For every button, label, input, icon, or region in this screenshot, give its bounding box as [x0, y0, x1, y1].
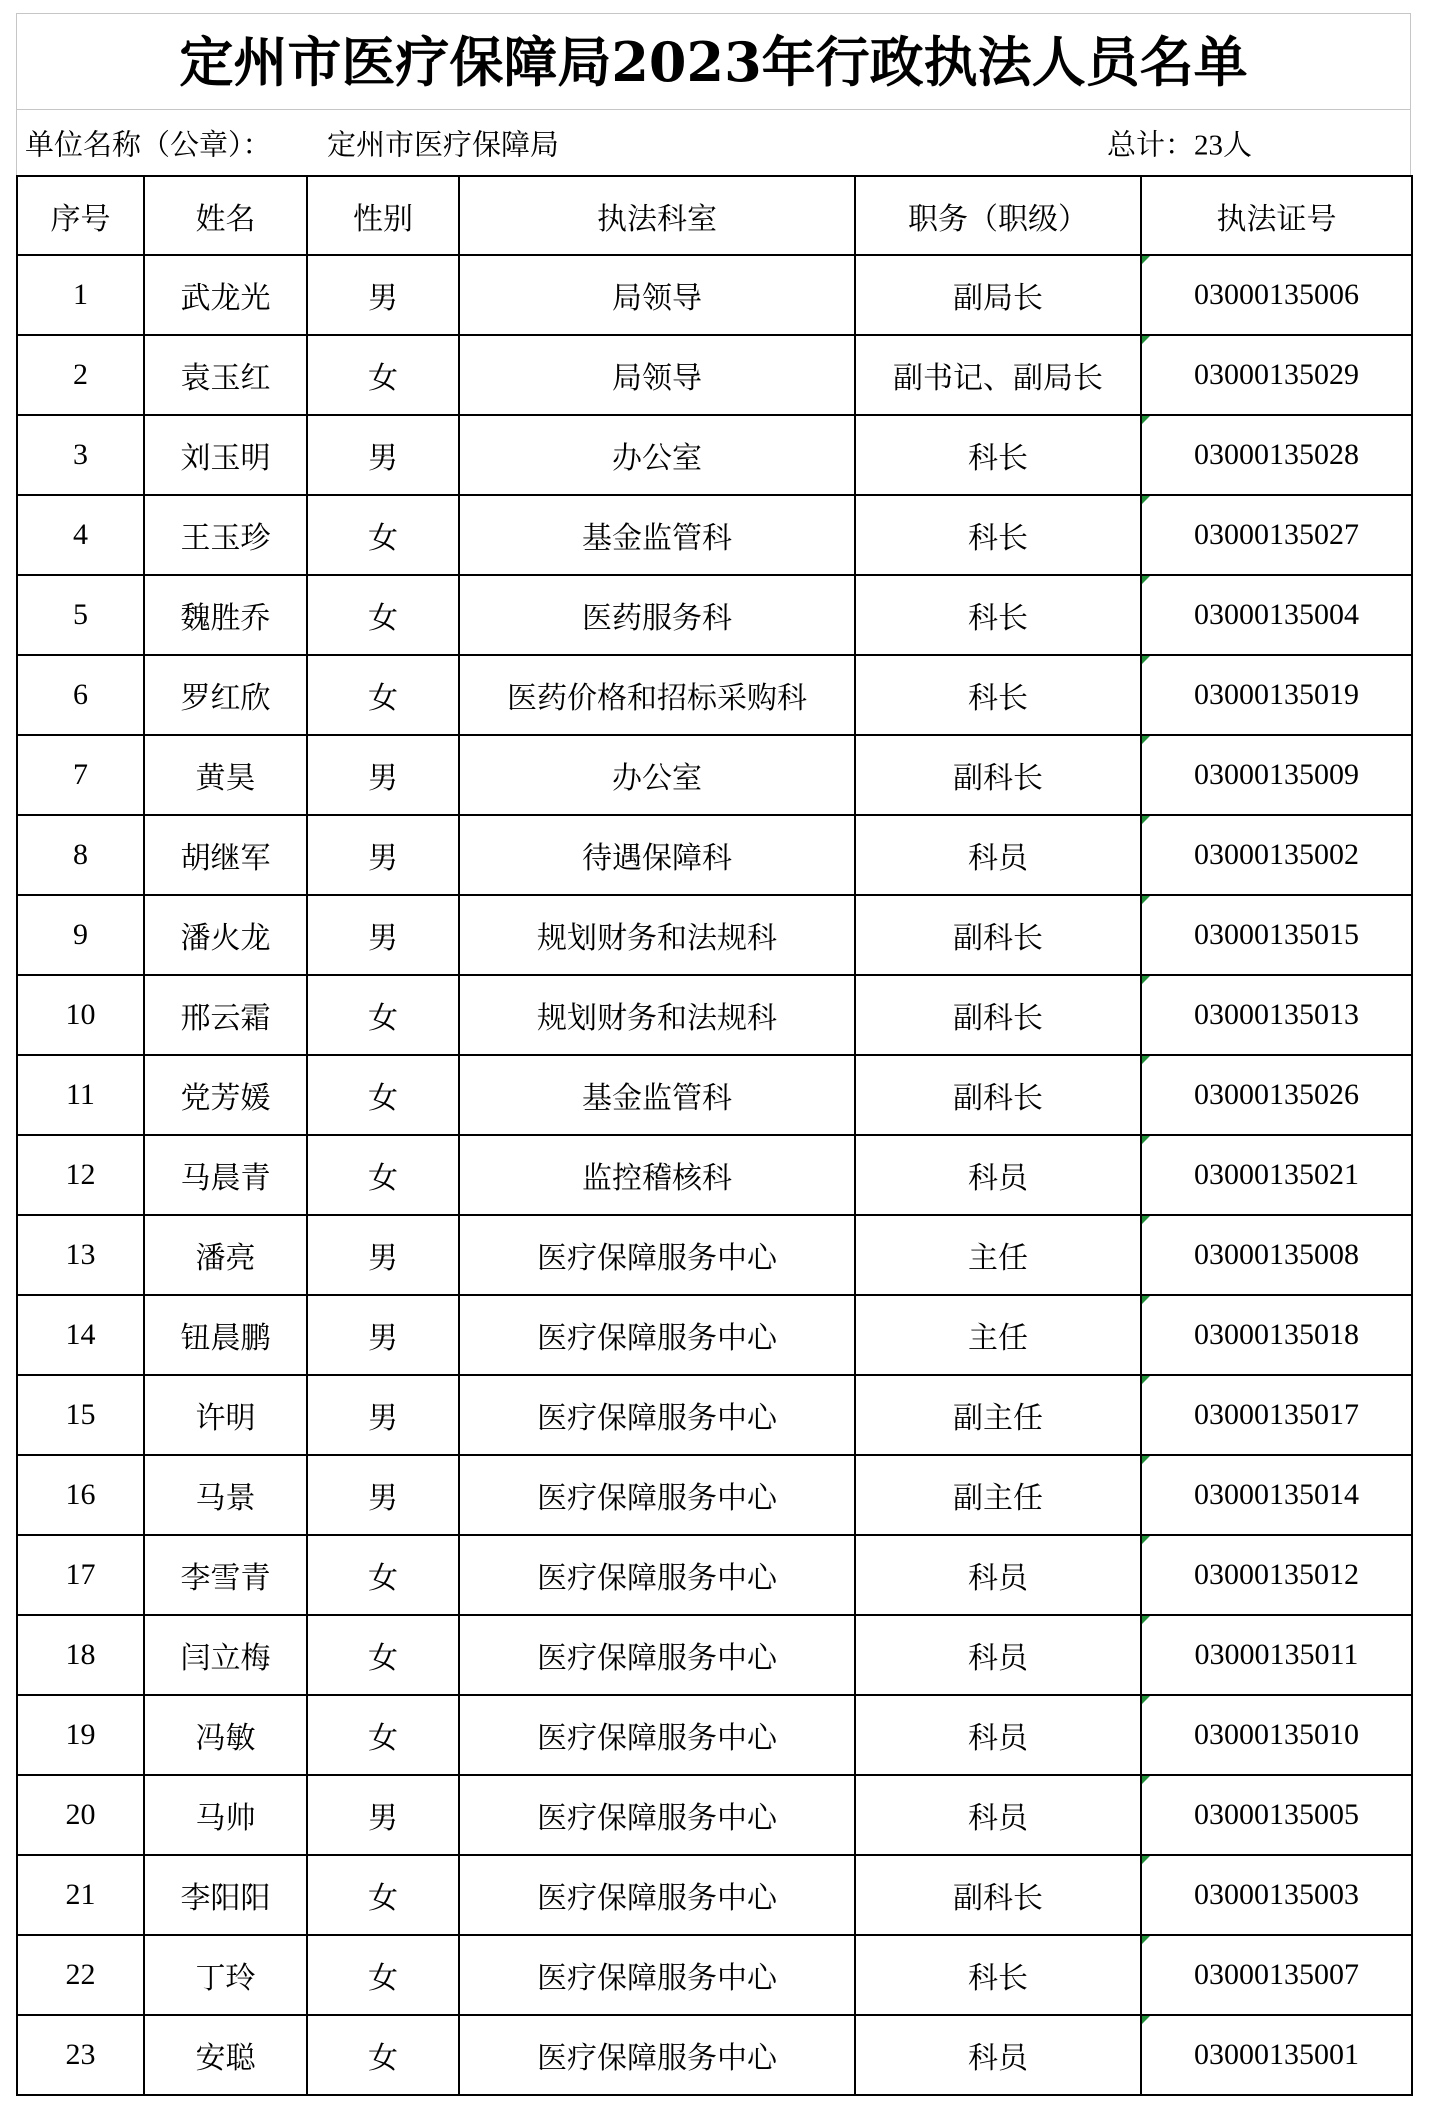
- header-dept: 执法科室: [459, 176, 855, 255]
- cell-no: 7: [17, 735, 144, 815]
- cell-cert: [1141, 1615, 1412, 1695]
- cell-no: 21: [17, 1855, 144, 1935]
- cell-name: 武龙光: [144, 255, 307, 335]
- cell-gender: 女: [307, 975, 459, 1055]
- cell-dept: 医疗保障服务中心: [459, 1375, 855, 1455]
- cell-position: 副书记、副局长: [855, 335, 1141, 415]
- cell-dept: 医疗保障服务中心: [459, 2015, 855, 2095]
- cell-dept: 基金监管科: [459, 1055, 855, 1135]
- table-row: [17, 255, 1412, 335]
- cell-cert-no: 03000135008: [1194, 1238, 1359, 1271]
- table-row: [17, 1695, 1412, 1775]
- cell-name: 闫立梅: [144, 1615, 307, 1695]
- cell-gender: 男: [307, 1775, 459, 1855]
- unit-name: 定州市医疗保障局: [327, 129, 560, 161]
- table-row: [17, 1775, 1412, 1855]
- cell-cert-no: 03000135015: [1194, 918, 1359, 951]
- cell-name: 李雪青: [144, 1535, 307, 1615]
- cell-cert-no: 03000135011: [1194, 1638, 1359, 1671]
- cell-dept: 医疗保障服务中心: [459, 1935, 855, 2015]
- cell-gender: 女: [307, 2015, 459, 2095]
- text-number-indicator: [1142, 656, 1150, 664]
- table-row: [17, 895, 1412, 975]
- roster-sheet: [16, 13, 1411, 2096]
- cell-position: 副科长: [855, 1855, 1141, 1935]
- table-row: [17, 335, 1412, 415]
- cell-cert: [1141, 655, 1412, 735]
- cell-gender: 男: [307, 1215, 459, 1295]
- cell-cert: [1141, 815, 1412, 895]
- cell-cert-no: 03000135002: [1194, 838, 1359, 871]
- cell-position: 副科长: [855, 735, 1141, 815]
- cell-cert-no: 03000135001: [1194, 2038, 1359, 2071]
- cell-cert: [1141, 1215, 1412, 1295]
- cell-cert-no: 03000135007: [1194, 1958, 1359, 1991]
- cell-position: 科长: [855, 1935, 1141, 2015]
- text-number-indicator: [1142, 896, 1150, 904]
- text-number-indicator: [1142, 256, 1150, 264]
- table-row: [17, 575, 1412, 655]
- cell-name: 党芳媛: [144, 1055, 307, 1135]
- cell-gender: 男: [307, 815, 459, 895]
- cell-name: 冯敏: [144, 1695, 307, 1775]
- cell-position: 科员: [855, 2015, 1141, 2095]
- table-row: [17, 1535, 1412, 1615]
- cell-name: 许明: [144, 1375, 307, 1455]
- cell-no: 9: [17, 895, 144, 975]
- table-row: [17, 975, 1412, 1055]
- cell-gender: 女: [307, 495, 459, 575]
- cell-dept: 监控稽核科: [459, 1135, 855, 1215]
- cell-gender: 女: [307, 1055, 459, 1135]
- table-row: [17, 1135, 1412, 1215]
- cell-cert-no: 03000135013: [1194, 998, 1359, 1031]
- cell-position: 科长: [855, 575, 1141, 655]
- cell-gender: 女: [307, 1855, 459, 1935]
- cell-gender: 女: [307, 655, 459, 735]
- cell-cert-no: 03000135009: [1194, 758, 1359, 791]
- cell-cert: [1141, 335, 1412, 415]
- table-row: [17, 1375, 1412, 1455]
- cell-dept: 医疗保障服务中心: [459, 1455, 855, 1535]
- table-row: [17, 1455, 1412, 1535]
- cell-name: 潘亮: [144, 1215, 307, 1295]
- cell-name: 刘玉明: [144, 415, 307, 495]
- table-row: [17, 495, 1412, 575]
- cell-no: 11: [17, 1055, 144, 1135]
- cell-gender: 女: [307, 335, 459, 415]
- cell-cert: [1141, 895, 1412, 975]
- cell-dept: 办公室: [459, 415, 855, 495]
- text-number-indicator: [1142, 1936, 1150, 1944]
- table-row: [17, 815, 1412, 895]
- header-no: 序号: [17, 176, 144, 255]
- cell-cert: [1141, 1855, 1412, 1935]
- text-number-indicator: [1142, 1616, 1150, 1624]
- cell-dept: 医疗保障服务中心: [459, 1615, 855, 1695]
- table-row: [17, 1855, 1412, 1935]
- text-number-indicator: [1142, 1696, 1150, 1704]
- cell-gender: 男: [307, 1375, 459, 1455]
- cell-cert: [1141, 1695, 1412, 1775]
- text-number-indicator: [1142, 1856, 1150, 1864]
- cell-cert: [1141, 735, 1412, 815]
- unit-label: 单位名称（公章）：: [25, 129, 272, 161]
- cell-dept: 办公室: [459, 735, 855, 815]
- table-row: [17, 1055, 1412, 1135]
- text-number-indicator: [1142, 1296, 1150, 1304]
- text-number-indicator: [1142, 1776, 1150, 1784]
- cell-cert-no: 03000135026: [1194, 1078, 1359, 1111]
- cell-position: 科员: [855, 1615, 1141, 1695]
- cell-position: 副科长: [855, 975, 1141, 1055]
- cell-cert: [1141, 415, 1412, 495]
- cell-name: 罗红欣: [144, 655, 307, 735]
- cell-dept: 局领导: [459, 335, 855, 415]
- cell-cert: [1141, 1935, 1412, 2015]
- text-number-indicator: [1142, 1056, 1150, 1064]
- cell-dept: 规划财务和法规科: [459, 895, 855, 975]
- text-number-indicator: [1142, 576, 1150, 584]
- cell-no: 14: [17, 1295, 144, 1375]
- cell-position: 副科长: [855, 895, 1141, 975]
- text-number-indicator: [1142, 1376, 1150, 1384]
- title-row: [16, 13, 1411, 110]
- cell-cert-no: 03000135014: [1194, 1478, 1359, 1511]
- cell-position: 科员: [855, 1135, 1141, 1215]
- cell-cert-no: 03000135027: [1194, 518, 1359, 551]
- cell-position: 主任: [855, 1295, 1141, 1375]
- cell-cert: [1141, 2015, 1412, 2095]
- cell-dept: 待遇保障科: [459, 815, 855, 895]
- cell-no: 17: [17, 1535, 144, 1615]
- cell-no: 15: [17, 1375, 144, 1455]
- cell-no: 22: [17, 1935, 144, 2015]
- cell-cert-no: 03000135018: [1194, 1318, 1359, 1351]
- table-row: [17, 2015, 1412, 2095]
- cell-dept: 医药服务科: [459, 575, 855, 655]
- cell-gender: 男: [307, 735, 459, 815]
- cell-dept: 规划财务和法规科: [459, 975, 855, 1055]
- text-number-indicator: [1142, 1136, 1150, 1144]
- cell-cert-no: 03000135010: [1194, 1718, 1359, 1751]
- header-position: 职务（职级）: [855, 176, 1141, 255]
- cell-cert: [1141, 975, 1412, 1055]
- cell-gender: 女: [307, 1535, 459, 1615]
- cell-position: 科长: [855, 415, 1141, 495]
- cell-name: 王玉珍: [144, 495, 307, 575]
- cell-no: 4: [17, 495, 144, 575]
- cell-gender: 男: [307, 255, 459, 335]
- cell-position: 副主任: [855, 1455, 1141, 1535]
- cell-name: 安聪: [144, 2015, 307, 2095]
- cell-dept: 医疗保障服务中心: [459, 1775, 855, 1855]
- cell-position: 科员: [855, 815, 1141, 895]
- cell-dept: 医疗保障服务中心: [459, 1695, 855, 1775]
- cell-cert: [1141, 1455, 1412, 1535]
- cell-cert: [1141, 1375, 1412, 1455]
- cell-dept: 医药价格和招标采购科: [459, 655, 855, 735]
- cell-cert-no: 03000135029: [1194, 358, 1359, 391]
- table-row: [17, 1615, 1412, 1695]
- cell-no: 6: [17, 655, 144, 735]
- cell-gender: 男: [307, 415, 459, 495]
- cell-position: 科员: [855, 1695, 1141, 1775]
- text-number-indicator: [1142, 496, 1150, 504]
- cell-gender: 女: [307, 1695, 459, 1775]
- cell-name: 魏胜乔: [144, 575, 307, 655]
- cell-dept: 基金监管科: [459, 495, 855, 575]
- cell-dept: 医疗保障服务中心: [459, 1855, 855, 1935]
- cell-name: 胡继军: [144, 815, 307, 895]
- header-gender: 性别: [307, 176, 459, 255]
- header-cert-no: 执法证号: [1141, 176, 1412, 255]
- cell-no: 23: [17, 2015, 144, 2095]
- header-row: [17, 176, 1412, 255]
- cell-name: 邢云霜: [144, 975, 307, 1055]
- info-row: [16, 110, 1411, 175]
- cell-gender: 男: [307, 1455, 459, 1535]
- cell-dept: 医疗保障服务中心: [459, 1295, 855, 1375]
- cell-gender: 女: [307, 1935, 459, 2015]
- text-number-indicator: [1142, 1216, 1150, 1224]
- cell-no: 16: [17, 1455, 144, 1535]
- cell-cert-no: 03000135019: [1194, 678, 1359, 711]
- cell-no: 19: [17, 1695, 144, 1775]
- cell-name: 马帅: [144, 1775, 307, 1855]
- cell-cert-no: 03000135017: [1194, 1398, 1359, 1431]
- text-number-indicator: [1142, 416, 1150, 424]
- text-number-indicator: [1142, 736, 1150, 744]
- total-count: 总计：23人: [1107, 129, 1253, 161]
- cell-gender: 女: [307, 575, 459, 655]
- header-name: 姓名: [144, 176, 307, 255]
- cell-gender: 男: [307, 895, 459, 975]
- cell-cert: [1141, 575, 1412, 655]
- roster-table: [16, 175, 1413, 2096]
- cell-no: 5: [17, 575, 144, 655]
- cell-cert-no: 03000135005: [1194, 1798, 1359, 1831]
- cell-cert-no: 03000135006: [1194, 278, 1359, 311]
- cell-name: 钮晨鹏: [144, 1295, 307, 1375]
- cell-cert-no: 03000135028: [1194, 438, 1359, 471]
- cell-no: 3: [17, 415, 144, 495]
- cell-name: 潘火龙: [144, 895, 307, 975]
- page-title: 定州市医疗保障局2023年行政执法人员名单: [179, 29, 1248, 94]
- cell-dept: 局领导: [459, 255, 855, 335]
- cell-no: 13: [17, 1215, 144, 1295]
- cell-cert: [1141, 1295, 1412, 1375]
- cell-no: 18: [17, 1615, 144, 1695]
- cell-cert-no: 03000135012: [1194, 1558, 1359, 1591]
- cell-cert: [1141, 255, 1412, 335]
- cell-position: 副主任: [855, 1375, 1141, 1455]
- cell-position: 副科长: [855, 1055, 1141, 1135]
- cell-no: 20: [17, 1775, 144, 1855]
- cell-no: 8: [17, 815, 144, 895]
- cell-name: 马晨青: [144, 1135, 307, 1215]
- cell-cert-no: 03000135004: [1194, 598, 1359, 631]
- cell-cert: [1141, 1775, 1412, 1855]
- table-row: [17, 1935, 1412, 2015]
- cell-cert: [1141, 1055, 1412, 1135]
- cell-cert: [1141, 1135, 1412, 1215]
- cell-position: 科长: [855, 655, 1141, 735]
- cell-name: 黄昊: [144, 735, 307, 815]
- cell-cert: [1141, 1535, 1412, 1615]
- cell-position: 科员: [855, 1535, 1141, 1615]
- cell-cert: [1141, 495, 1412, 575]
- cell-position: 科员: [855, 1775, 1141, 1855]
- cell-position: 副局长: [855, 255, 1141, 335]
- cell-cert-no: 03000135003: [1194, 1878, 1359, 1911]
- cell-no: 1: [17, 255, 144, 335]
- cell-no: 2: [17, 335, 144, 415]
- cell-gender: 女: [307, 1615, 459, 1695]
- cell-no: 10: [17, 975, 144, 1055]
- cell-dept: 医疗保障服务中心: [459, 1215, 855, 1295]
- cell-name: 李阳阳: [144, 1855, 307, 1935]
- cell-position: 主任: [855, 1215, 1141, 1295]
- cell-dept: 医疗保障服务中心: [459, 1535, 855, 1615]
- table-row: [17, 1215, 1412, 1295]
- table-row: [17, 415, 1412, 495]
- text-number-indicator: [1142, 2016, 1150, 2024]
- cell-name: 马景: [144, 1455, 307, 1535]
- text-number-indicator: [1142, 976, 1150, 984]
- cell-position: 科长: [855, 495, 1141, 575]
- text-number-indicator: [1142, 336, 1150, 344]
- table-row: [17, 735, 1412, 815]
- cell-name: 袁玉红: [144, 335, 307, 415]
- cell-name: 丁玲: [144, 1935, 307, 2015]
- cell-gender: 男: [307, 1295, 459, 1375]
- cell-cert-no: 03000135021: [1194, 1158, 1359, 1191]
- table-row: [17, 655, 1412, 735]
- text-number-indicator: [1142, 1536, 1150, 1544]
- cell-gender: 女: [307, 1135, 459, 1215]
- cell-no: 12: [17, 1135, 144, 1215]
- text-number-indicator: [1142, 816, 1150, 824]
- text-number-indicator: [1142, 1456, 1150, 1464]
- table-row: [17, 1295, 1412, 1375]
